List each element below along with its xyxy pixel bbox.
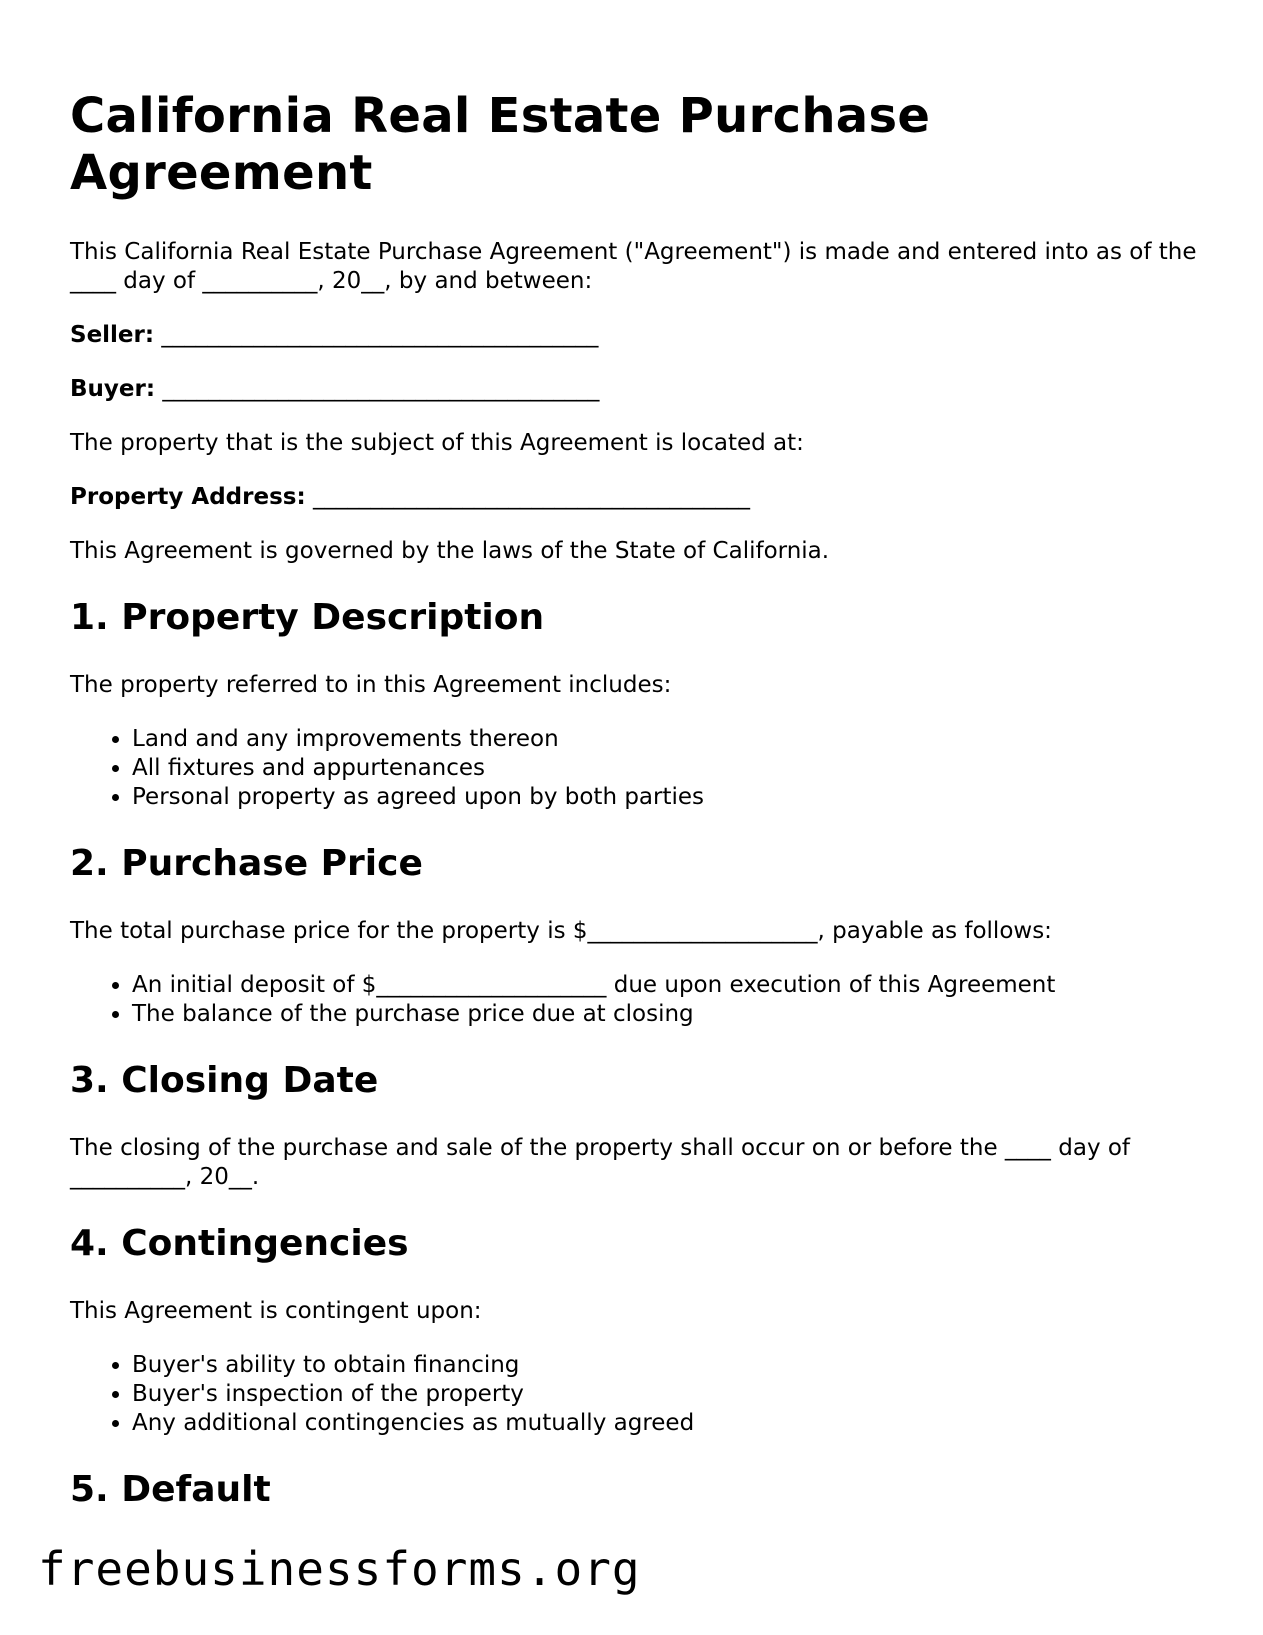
section-heading-property-description: 1. Property Description bbox=[70, 597, 545, 638]
list-item: • All fixtures and appurtenances bbox=[132, 754, 1200, 783]
list-item: • Buyer's inspection of the property bbox=[132, 1380, 1200, 1409]
list-item: • Buyer's ability to obtain financing bbox=[132, 1351, 1200, 1380]
property-address-blank: ______________________________________ bbox=[312, 484, 750, 510]
list-item: • The balance of the purchase price due at closing bbox=[132, 1000, 1200, 1029]
document-page bbox=[70, 88, 1200, 1543]
governing-law: This Agreement is governed by the laws of the State of California. bbox=[70, 538, 830, 564]
list-item: • Any additional contingencies as mutually agreed bbox=[132, 1409, 1200, 1438]
seller-blank: ______________________________________ bbox=[161, 322, 599, 348]
section-text-closing-date: The closing of the purchase and sale of the property shall occur on or before the ____ day of __________, 20__. bbox=[70, 1135, 1131, 1190]
intro-paragraph: This California Real Estate Purchase Agreement ("Agreement") is made and entered into as of the ____ day of __________, 20__, by and between: bbox=[70, 239, 1197, 294]
watermark: freebusinessforms.org bbox=[38, 1542, 641, 1596]
property-address-field bbox=[70, 483, 1200, 512]
property-intro: The property that is the subject of this Agreement is located at: bbox=[70, 430, 804, 456]
purchase-price-list bbox=[70, 971, 1200, 1029]
buyer-label: Buyer: bbox=[70, 376, 156, 402]
buyer-blank: ______________________________________ bbox=[162, 376, 600, 402]
section-heading-purchase-price: 2. Purchase Price bbox=[70, 843, 423, 884]
section-text-property-description: The property referred to in this Agreement includes: bbox=[70, 672, 672, 698]
buyer-field bbox=[70, 375, 1200, 404]
contingencies-list bbox=[70, 1351, 1200, 1438]
section-text-contingencies: This Agreement is contingent upon: bbox=[70, 1298, 482, 1324]
list-item: • Land and any improvements thereon bbox=[132, 725, 1200, 754]
list-item: • Personal property as agreed upon by both parties bbox=[132, 783, 1200, 812]
section-heading-closing-date: 3. Closing Date bbox=[70, 1060, 379, 1101]
list-item: • An initial deposit of $____________________ due upon execution of this Agreement bbox=[132, 971, 1200, 1000]
seller-label: Seller: bbox=[70, 322, 155, 348]
property-description-list bbox=[70, 725, 1200, 812]
section-heading-default: 5. Default bbox=[70, 1469, 271, 1510]
section-text-purchase-price: The total purchase price for the property is $____________________, payable as follows: bbox=[70, 918, 1052, 944]
seller-field bbox=[70, 321, 1200, 350]
document-title: California Real Estate Purchase Agreement bbox=[70, 88, 931, 201]
property-address-label: Property Address: bbox=[70, 484, 306, 510]
section-heading-contingencies: 4. Contingencies bbox=[70, 1223, 409, 1264]
